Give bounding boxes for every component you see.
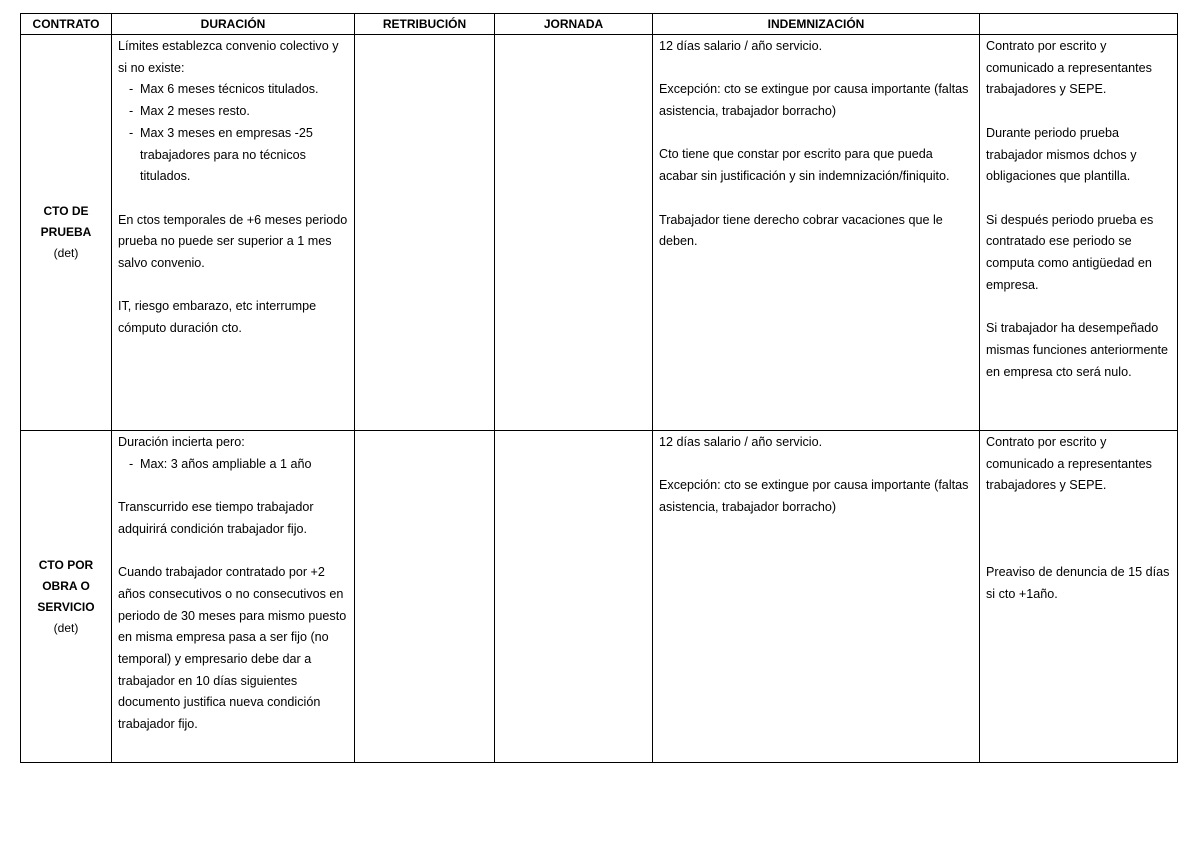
extra-paragraph: Contrato por escrito y comunicado a representantes trabajadores y SEPE. [986, 39, 1152, 97]
header-contrato: CONTRATO [21, 14, 112, 35]
list-item: - Max 3 meses en empresas -25 trabajadores para no técnicos titulados. [118, 123, 348, 188]
list-item: - Max 6 meses técnicos titulados. [118, 79, 348, 101]
jornada-cell [495, 35, 653, 431]
contract-type-cell [21, 35, 112, 431]
list-item: - Max: 3 años ampliable a 1 año [118, 454, 348, 476]
list-item: - Max 2 meses resto. [118, 101, 348, 123]
duracion-cell [112, 431, 355, 763]
retribucion-cell [355, 431, 495, 763]
indemnizacion-cell [653, 431, 980, 763]
jornada-cell [495, 431, 653, 763]
duracion-intro: Límites establezca convenio colectivo y si no existe: [118, 39, 339, 75]
indemnizacion-cell [653, 35, 980, 431]
contract-name: CTO POR OBRA O SERVICIO [37, 557, 95, 614]
extra-paragraph: Preaviso de denuncia de 15 días si cto +1año. [986, 565, 1170, 601]
extra-paragraph: Si después periodo prueba es contratado ese periodo se computa como antigüedad en empresa. [986, 212, 1154, 292]
duracion-intro: Duración incierta pero: [118, 435, 245, 449]
duracion-bullets [118, 454, 348, 476]
indemnizacion-paragraph: Excepción: cto se extingue por causa importante (faltas asistencia, trabajador borracho) [659, 82, 969, 119]
table-row [21, 35, 1178, 431]
contract-name: CTO DE PRUEBA [40, 204, 92, 239]
indemnizacion-paragraph: Excepción: cto se extingue por causa importante (faltas asistencia, trabajador borracho) [659, 478, 969, 515]
indemnizacion-paragraph: Cto tiene que constar por escrito para que pueda acabar sin justificación y sin indemnización/finiquito. [659, 147, 950, 184]
extra-paragraph: Durante periodo prueba trabajador mismos dchos y obligaciones que plantilla. [986, 125, 1137, 184]
retribucion-cell [355, 35, 495, 431]
contract-kind: (det) [53, 620, 79, 635]
extra-paragraph: Si trabajador ha desempeñado mismas funciones anteriormente en empresa cto será nulo. [986, 321, 1168, 379]
indemnizacion-paragraph: Trabajador tiene derecho cobrar vacaciones que le deben. [659, 212, 943, 249]
header-row [21, 14, 1178, 35]
extra-paragraph: Contrato por escrito y comunicado a representantes trabajadores y SEPE. [986, 435, 1152, 493]
duracion-paragraph: En ctos temporales de +6 meses periodo prueba no puede ser superior a 1 mes salvo convenio. [118, 212, 348, 271]
duracion-paragraph: Cuando trabajador contratado por +2 años consecutivos o no consecutivos en periodo de 30 meses para mismo puesto en misma empresa pasa a ser fijo (no temporal) y empresario debe dar a trabajador en 10 días siguientes documento justifica nueva condición trabajador fijo. [118, 565, 347, 732]
indemnizacion-paragraph: 12 días salario / año servicio. [659, 435, 823, 449]
duracion-paragraph: Transcurrido ese tiempo trabajador adquirirá condición trabajador fijo. [118, 500, 314, 536]
contract-type-cell [21, 431, 112, 763]
header-jornada: JORNADA [495, 14, 653, 35]
duracion-paragraph: IT, riesgo embarazo, etc interrumpe cómputo duración cto. [118, 299, 317, 336]
extra-cell [980, 431, 1178, 763]
document-page [20, 13, 1178, 763]
header-retribucion: RETRIBUCIÓN [355, 14, 495, 35]
contracts-table [20, 13, 1178, 763]
extra-cell [980, 35, 1178, 431]
header-extra [980, 14, 1178, 35]
header-duracion: DURACIÓN [112, 14, 355, 35]
header-indemnizacion: INDEMNIZACIÓN [653, 14, 980, 35]
indemnizacion-paragraph: 12 días salario / año servicio. [659, 39, 823, 53]
duracion-cell [112, 35, 355, 431]
duracion-bullets [118, 79, 348, 188]
table-row [21, 431, 1178, 763]
contract-kind: (det) [53, 246, 79, 260]
